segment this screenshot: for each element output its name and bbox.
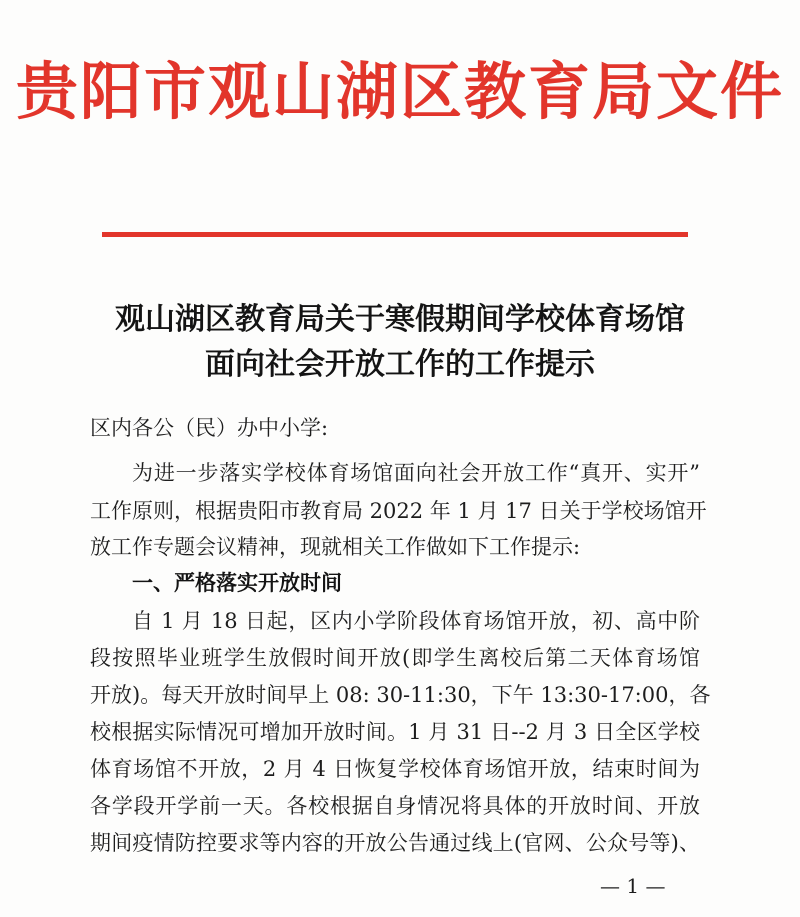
section-paragraph-line: 校根据实际情况可增加开放时间。1 月 31 日--2 月 3 日全区学校 bbox=[90, 720, 700, 744]
intro-paragraph-line: 放工作专题会议精神，现就相关工作做如下工作提示: bbox=[90, 535, 581, 559]
section-paragraph-line: 开放)。每天开放时间早上 08: 30-11:30，下午 13:30-17:00，各 bbox=[90, 683, 711, 707]
document-title-line-1: 观山湖区教育局关于寒假期间学校体育场馆 bbox=[115, 302, 685, 337]
section-paragraph-line: 体育场馆不开放，2 月 4 日恢复学校体育场馆开放，结束时间为 bbox=[90, 757, 700, 781]
section-paragraph-line: 各学段开学前一天。各校根据自身情况将具体的开放时间、开放 bbox=[90, 794, 700, 818]
document-title-line-2: 面向社会开放工作的工作提示 bbox=[205, 347, 595, 382]
section-paragraph-line: 自 1 月 18 日起，区内小学阶段体育场馆开放，初、高中阶 bbox=[132, 609, 700, 633]
intro-paragraph-line: 工作原则，根据贵阳市教育局 2022 年 1 月 17 日关于学校场馆开 bbox=[90, 499, 707, 523]
section-paragraph-line: 期间疫情防控要求等内容的开放公告通过线上(官网、公众号等)、 bbox=[90, 831, 700, 855]
red-divider-line bbox=[102, 232, 688, 237]
page-number: — 1 — bbox=[600, 874, 666, 898]
section-heading: 一、严格落实开放时间 bbox=[132, 571, 342, 595]
intro-paragraph-line: 为进一步落实学校体育场馆面向社会开放工作“真开、实开” bbox=[132, 461, 700, 485]
section-paragraph-line: 段按照毕业班学生放假时间开放(即学生离校后第二天体育场馆 bbox=[90, 646, 700, 670]
salutation: 区内各公（民）办中小学: bbox=[90, 416, 329, 440]
document-header-title: 贵阳市观山湖区教育局文件 bbox=[15, 55, 784, 128]
